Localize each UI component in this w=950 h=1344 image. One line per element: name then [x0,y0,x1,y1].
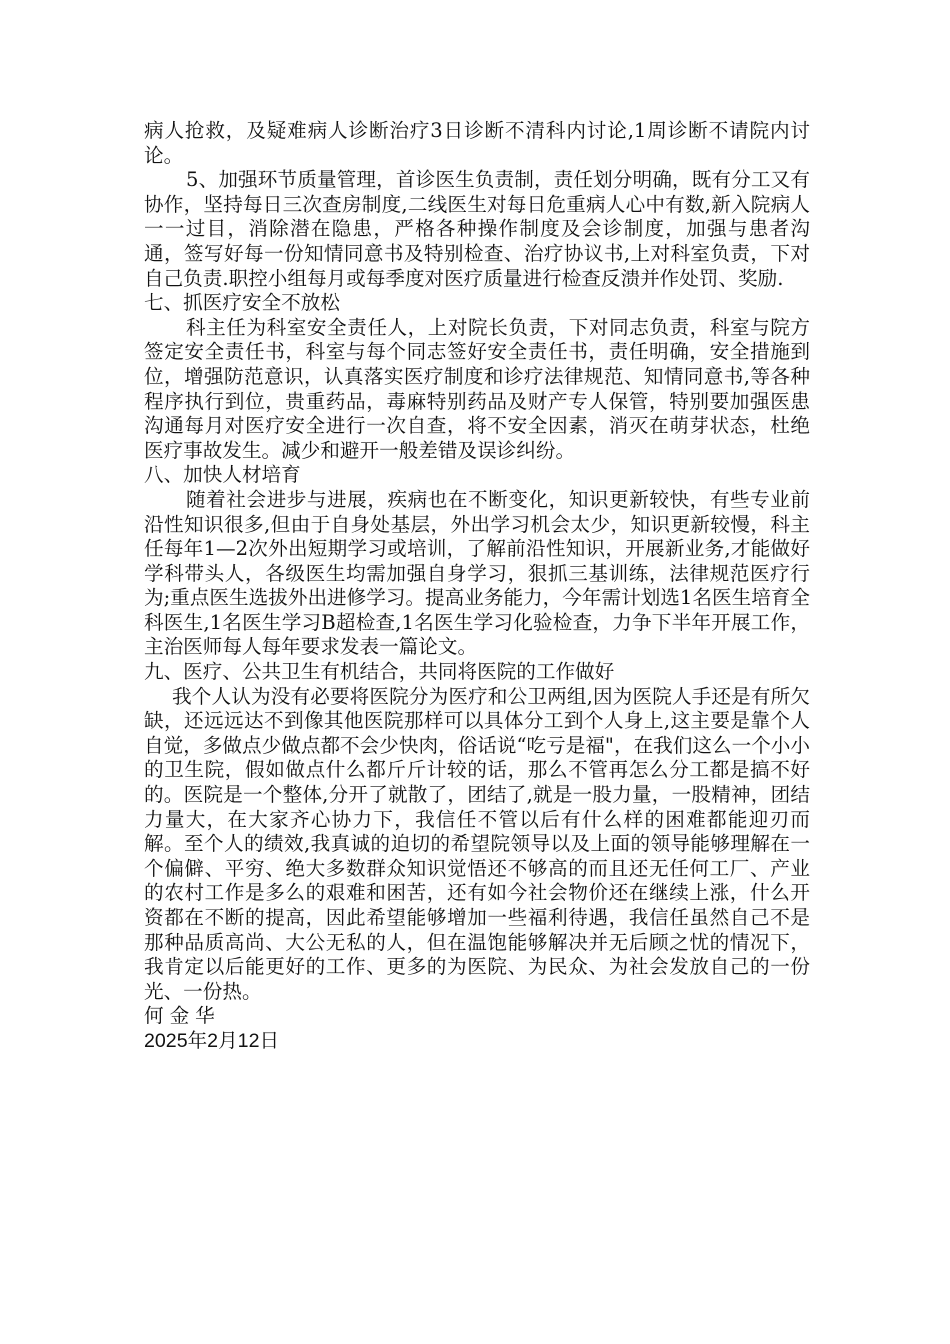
paragraph-safety: 科主任为科室安全责任人，上对院长负责，下对同志负责，科室与院方签定安全责任书，科室与每个同志签好安全责任书，责任明确，安全措施到位，增强防范意识，认真落实医疗制度和诊疗法律规范、知情同意书,等各种程序执行到位，贵重药品，毒麻特别药品及财产专人保管，特别要加强医患沟通每月对医疗安全进行一次自查，将不安全因素，消灭在萌芽状态，杜绝医疗事故发生。减少和避开一般差错及误诊纠纷。 [144,315,810,462]
paragraph-personal-view: 我个人认为没有必要将医院分为医疗和公卫两组,因为医院人手还是有所欠缺，还远远达不到像其他医院那样可以具体分工到个人身上,这主要是靠个人自觉，多做点少做点都不会少快肉，俗话说“吃亏是福"，在我们这么一个小小的卫生院，假如做点什么都斤斤计较的话，那么不管再怎么分工都是搞不好的。医院是一个整体,分开了就散了，团结了,就是一股力量，一股精神，团结力量大，在大家齐心协力下，我信任不管以后有什么样的困难都能迎刃而解。至个人的绩效,我真诚的迫切的希望院领导以及上面的领导能够理解在一个偏僻、平穷、绝大多数群众知识觉悟还不够高的而且还无任何工厂、产业的农村工作是多么的艰难和困苦，还有如今社会物价还在继续上涨，什么开资都在不断的提高，因此希望能够增加一些福利待遇，我信任虽然自己不是那种品质高尚、大公无私的人，但在温饱能够解决并无后顾之忧的情况下，我肯定以后能更好的工作、更多的为医院、为民众、为社会发放自己的一份光、一份热。 [144,684,810,1003]
paragraph-continued: 病人抢救，及疑难病人诊断治疗3日诊断不清科内讨论,1周诊断不请院内讨论。 [144,119,810,167]
paragraph-talent: 随着社会进步与进展，疾病也在不断变化，知识更新较快，有些专业前沿性知识很多,但由于自身处基层，外出学习机会太少，知识更新较慢，科主任每年1—2次外出短期学习或培训，了解前沿性知识，开展新业务,才能做好学科带头人，各级医生均需加强自身学习，狠抓三基训练，法律规范医疗行为;重点医生选拔外出进修学习。提高业务能力，今年需计划选1名医生培育全科医生,1名医生学习B超检查,1名医生学习化验检查，力争下半年开展工作，主治医师每人每年要求发表一篇论文。 [144,487,810,659]
signature-name: 何金华 [144,1004,221,1028]
document-date: 2025年2月12日 [144,1029,280,1052]
section-heading-talent: 八、加快人材培育 [144,463,301,487]
section-heading-public-health: 九、医疗、公共卫生有机结合，共同将医院的工作做好 [144,660,615,684]
section-heading-safety: 七、抓医疗安全不放松 [144,291,340,315]
document-page [144,119,810,1054]
paragraph-quality-management: 5、加强环节质量管理，首诊医生负责制，责任划分明确，既有分工又有协作，坚持每日三次查房制度,二线医生对每日危重病人心中有数,新入院病人一一过目，消除潜在隐患，严格各种操作制度及会诊制度，加强与患者沟通，签写好每一份知情同意书及特别检查、治疗协议书,上对科室负责，下对自己负责.职控小组每月或每季度对医疗质量进行检查反溃并作处罚、奖励. [144,168,810,290]
